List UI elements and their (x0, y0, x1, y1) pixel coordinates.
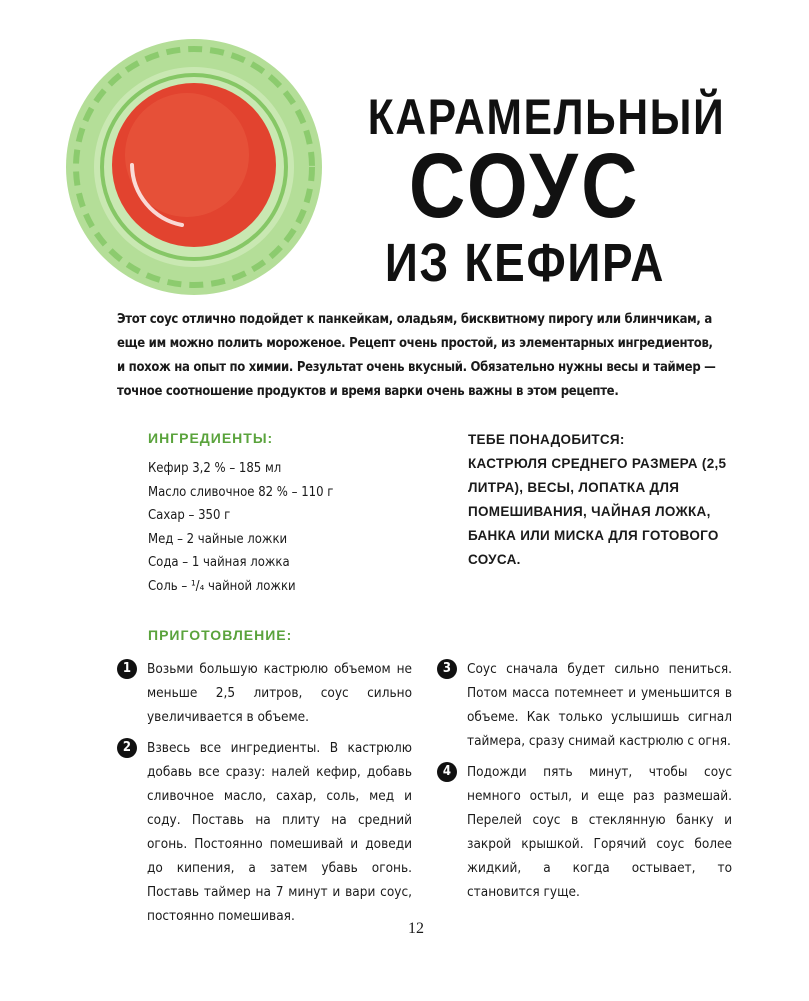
ingredient-item: Масло сливочное 82 % – 110 г (148, 484, 334, 500)
ingredient-item: Мед – 2 чайные ложки (148, 531, 288, 547)
equipment-text: КАСТРЮЛЯ СРЕДНЕГО РАЗМЕРА (2,5 ЛИТРА), ВЕСЫ, ЛОПАТКА ДЛЯ ПОМЕШИВАНИЯ, ЧАЙНАЯ ЛОЖКА, БАНКА ИЛИ МИСКА ДЛЯ ГОТОВОГО СОУСА. (468, 456, 727, 567)
step-number-badge: 2 (117, 738, 137, 758)
step-number-badge: 4 (437, 762, 457, 782)
step-text: Соус сначала будет сильно пениться. Потом масса потемнеет и уменьшится в объеме. Как только услышишь сигнал таймера, сразу снимай кастрюлю с огня. (467, 661, 732, 749)
equipment-heading: ТЕБЕ ПОНАДОБИТСЯ: (468, 432, 625, 447)
step-2 (117, 736, 412, 928)
ingredient-item: Сахар – 350 г (148, 508, 231, 523)
step-4 (437, 760, 732, 904)
ingredients-heading: ИНГРЕДИЕНТЫ: (148, 430, 274, 446)
intro-paragraph: Этот соус отлично подойдет к панкейкам, оладьям, бисквитному пирогу или блинчикам, а еще им можно полить мороженое. Рецепт очень простой, из элементарных ингредиентов, и похож на опыт по химии. Результат очень вкусный. Обязательно нужны весы и таймер — точное соотношение продуктов и время варки очень важны в этом рецепте. (117, 312, 716, 399)
page-number: 12 (408, 920, 424, 937)
step-number-badge: 1 (117, 659, 137, 679)
step-3 (437, 657, 732, 753)
equipment-block (468, 428, 728, 572)
step-text: Возьми большую кастрюлю объемом не меньше 2,5 литров, соус сильно увеличивается в объеме. (147, 661, 412, 725)
ingredient-item: Соль – ¹/₄ чайной ложки (148, 578, 296, 594)
title-line-2: СОУС (408, 135, 642, 237)
ingredient-item: Кефир 3,2 % – 185 мл (148, 461, 282, 476)
step-text: Взвесь все ингредиенты. В кастрюлю добавь все сразу: налей кефир, добавь сливочное масло, сахар, соль, мед и соду. Поставь на плиту на средний огонь. Постоянно помешивай и доведи до кипения, а затем убавь огонь. Поставь таймер на 7 минут и вари соус, постоянно помешивая. (147, 740, 412, 924)
ingredient-item: Сода – 1 чайная ложка (148, 555, 290, 570)
preparation-heading: ПРИГОТОВЛЕНИЕ: (148, 627, 293, 643)
title-line-1: КАРАМЕЛЬНЫЙ (367, 89, 726, 145)
sauce-bowl-illustration (62, 35, 327, 300)
step-text: Подожди пять минут, чтобы соус немного остыл, и еще раз размешай. Перелей соус в стеклянную банку и закрой крышкой. Горячий соус более жидкий, а когда остывает, то становится гуще. (467, 764, 732, 900)
title-line-3: ИЗ КЕФИРА (384, 233, 666, 293)
ingredients-list (148, 457, 333, 598)
step-1 (117, 657, 412, 729)
step-number-badge: 3 (437, 659, 457, 679)
